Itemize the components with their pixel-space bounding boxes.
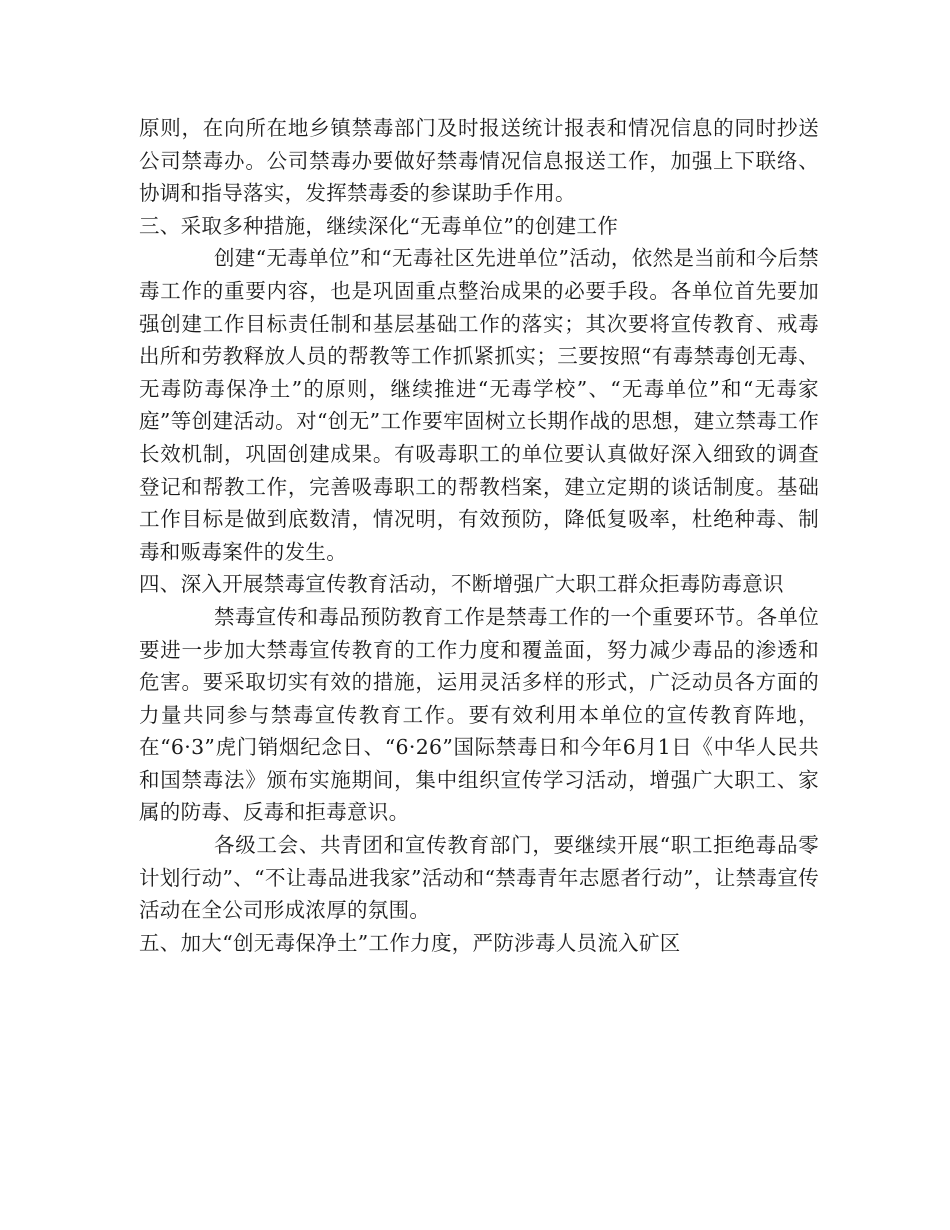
document-body — [139, 112, 819, 959]
paragraph-create-drug-free-units: 创建“无毒单位”和“无毒社区先进单位”活动，依然是当前和今后禁毒工作的重要内容，也是巩固重点整治成果的必要手段。各单位首先要加强创建工作目标责任制和基层基础工作的落实；其次要将宣传教育、戒毒出所和劳教释放人员的帮教等工作抓紧抓实；三要按照“有毒禁毒创无毒、无毒防毒保净土”的原则，继续推进“无毒学校”、“无毒单位”和“无毒家庭”等创建活动。对“创无”工作要牢固树立长期作战的思想，建立禁毒工作长效机制，巩固创建成果。有吸毒职工的单位要认真做好深入细致的调查登记和帮教工作，完善吸毒职工的帮教档案，建立定期的谈话制度。基础工作目标是做到底数清，情况明，有效预防，降低复吸率，杜绝种毒、制毒和贩毒案件的发生。 — [139, 246, 819, 564]
section-heading-3: 三、采取多种措施，继续深化“无毒单位”的创建工作 — [139, 213, 619, 238]
paragraph-continuation: 原则，在向所在地乡镇禁毒部门及时报送统计报表和情况信息的同时抄送公司禁毒办。公司禁毒办要做好禁毒情况信息报送工作，加强上下联络、协调和指导落实，发挥禁毒委的参谋助手作用。 — [139, 116, 819, 206]
paragraph-union-activities: 各级工会、共青团和宣传教育部门，要继续开展“职工拒绝毒品零计划行动”、“不让毒品进我家”活动和“禁毒青年志愿者行动”，让禁毒宣传活动在全公司形成浓厚的氛围。 — [139, 833, 819, 923]
paragraph-drug-education: 禁毒宣传和毒品预防教育工作是禁毒工作的一个重要环节。各单位要进一步加大禁毒宣传教育的工作力度和覆盖面，努力减少毒品的渗透和危害。要采取切实有效的措施，运用灵活多样的形式，广泛动员各方面的力量共同参与禁毒宣传教育工作。要有效利用本单位的宣传教育阵地，在“6·3”虎门销烟纪念日、“6·26”国际禁毒日和今年6月1日《中华人民共和国禁毒法》颁布实施期间，集中组织宣传学习活动，增强广大职工、家属的防毒、反毒和拒毒意识。 — [139, 604, 819, 825]
section-heading-4: 四、深入开展禁毒宣传教育活动，不断增强广大职工群众拒毒防毒意识 — [139, 572, 784, 597]
section-heading-5: 五、加大“创无毒保净土”工作力度，严防涉毒人员流入矿区 — [139, 930, 681, 955]
